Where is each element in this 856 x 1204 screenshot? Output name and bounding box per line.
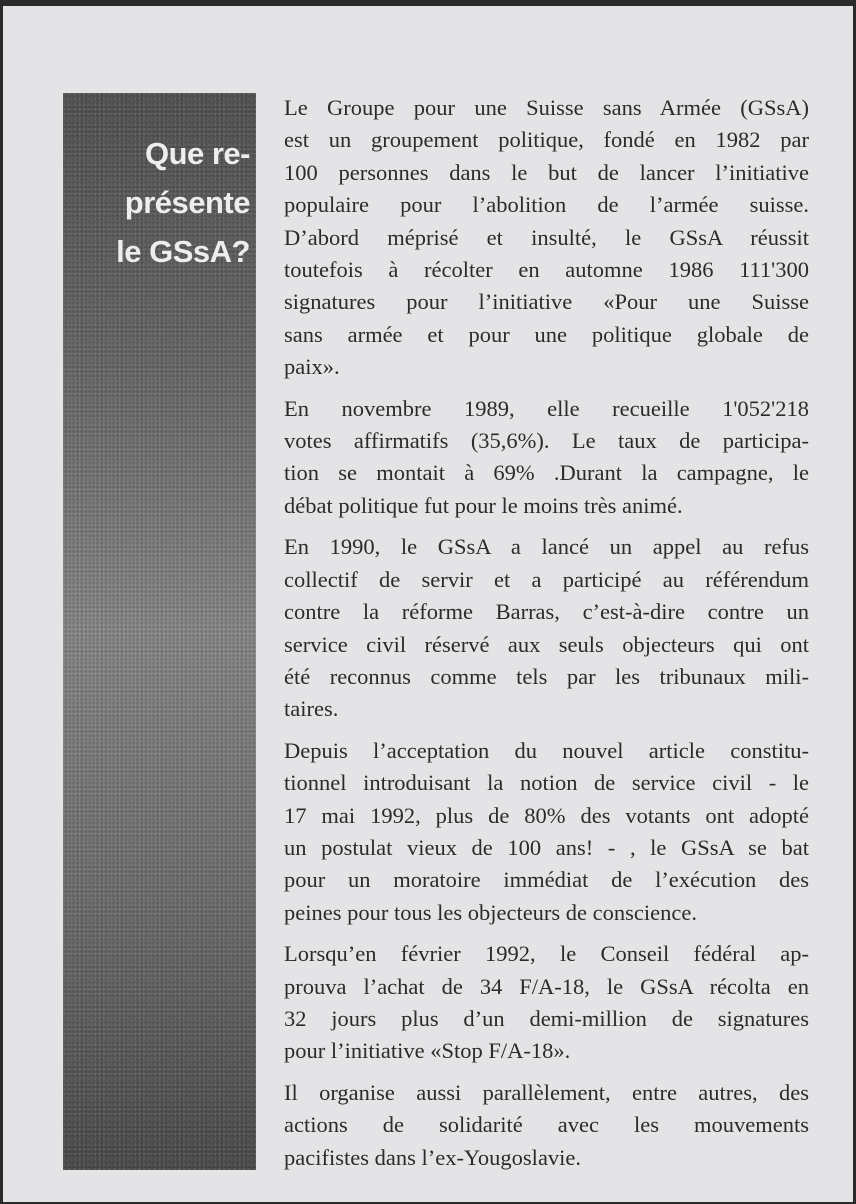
text-line: est un groupement politique, fondé en 1982 par (284, 127, 809, 153)
text-line: prouva l’achat de 34 F/A-18, le GSsA récolta en (284, 973, 809, 999)
title-line: présente (124, 185, 250, 220)
text-line: votes affirmatifs (35,6%). Le taux de participa- (284, 428, 809, 454)
page-title (116, 129, 250, 276)
text-line: tionnel introduisant la notion de service civil - le (284, 770, 809, 796)
paragraph (284, 1077, 809, 1174)
title-line: Que re- (144, 136, 250, 171)
text-line: En novembre 1989, elle recueille 1'052'218 (284, 395, 809, 421)
text-line: Depuis l’acceptation du nouvel article constitu- (284, 737, 809, 763)
paragraph (284, 393, 809, 523)
text-line: tion se montait à 69% .Durant la campagne, le (284, 460, 809, 486)
paragraph (284, 92, 809, 384)
body-text (284, 92, 809, 1183)
text-line: 17 mai 1992, plus de 80% des votants ont adopté (284, 802, 809, 828)
text-line: pour l’initiative «Stop F/A-18». (284, 1038, 571, 1064)
text-line: 100 personnes dans le but de lancer l’initiative (284, 159, 809, 185)
text-line: sans armée et pour une politique globale de (284, 321, 809, 347)
text-line: En 1990, le GSsA a lancé un appel au refus (284, 534, 809, 560)
text-line: toutefois à récolter en automne 1986 111'300 (284, 257, 809, 283)
text-line: peines pour tous les objecteurs de conscience. (284, 899, 697, 925)
text-line: contre la réforme Barras, c’est-à-dire contre un (284, 599, 809, 625)
paragraph (284, 938, 809, 1068)
title-line: le GSsA? (116, 234, 250, 269)
text-line: débat politique fut pour le moins très animé. (284, 492, 683, 518)
text-line: pacifistes dans l’ex-Yougoslavie. (284, 1144, 582, 1170)
text-line: collectif de servir et a participé au référendum (284, 566, 809, 592)
text-line: paix». (284, 354, 340, 380)
paragraph (284, 735, 809, 929)
text-line: populaire pour l’abolition de l’armée suisse. (284, 192, 809, 218)
text-line: un postulat vieux de 100 ans! - , le GSsA se bat (284, 834, 809, 860)
text-line: Le Groupe pour une Suisse sans Armée (GSsA) (284, 95, 809, 120)
text-line: Il organise aussi parallèlement, entre autres, des (284, 1079, 809, 1105)
text-line: Lorsqu’en février 1992, le Conseil fédéral ap- (284, 941, 809, 967)
text-line: taires. (284, 696, 339, 722)
text-line: D’abord méprisé et insulté, le GSsA réussit (284, 224, 809, 250)
text-line: 32 jours plus d’un demi-million de signatures (284, 1005, 809, 1031)
text-line: été reconnus comme tels par les tribunaux mili- (284, 663, 809, 689)
text-line: signatures pour l’initiative «Pour une Suisse (284, 289, 809, 315)
title-sidebar-panel (63, 93, 256, 1170)
text-line: pour un moratoire immédiat de l’exécution des (284, 867, 809, 893)
text-line: actions de solidarité avec les mouvements (284, 1112, 809, 1138)
paragraph (284, 531, 809, 725)
text-line: service civil réservé aux seuls objecteurs qui ont (284, 631, 809, 657)
document-page (3, 6, 853, 1202)
